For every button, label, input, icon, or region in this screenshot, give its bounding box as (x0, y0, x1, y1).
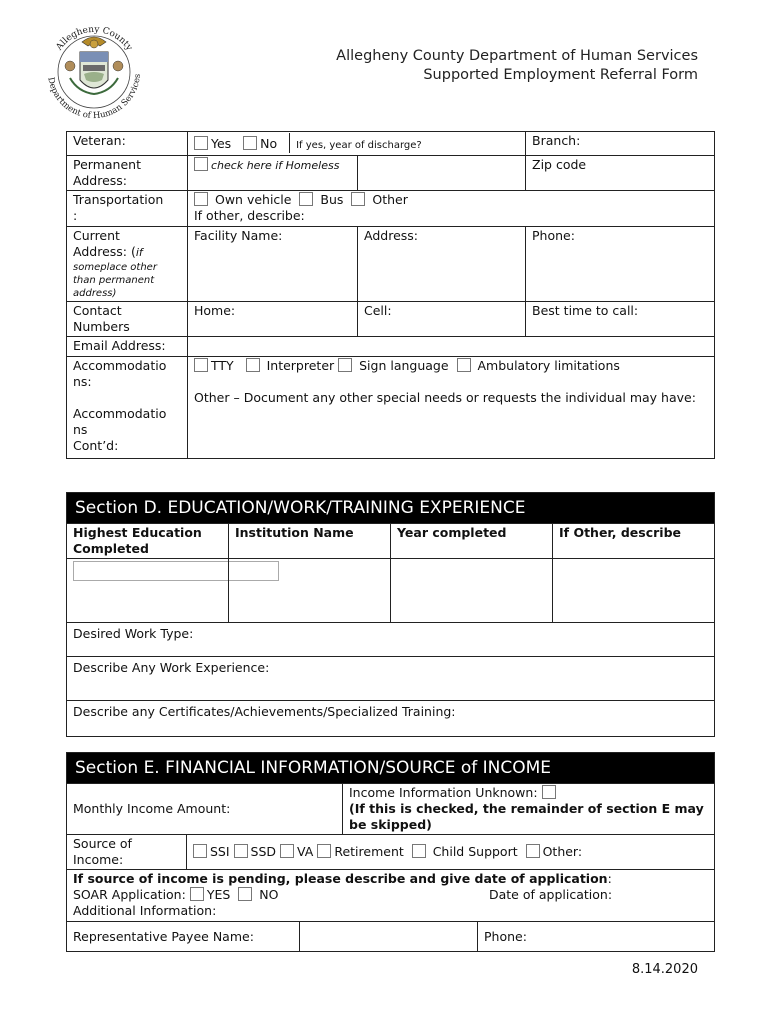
date-application-field[interactable]: Date of application: (489, 887, 613, 902)
homeless-checkbox[interactable] (194, 157, 208, 171)
org-name: Allegheny County Department of Human Services (336, 48, 698, 64)
form-date: 8.14.2020 (631, 962, 698, 977)
home-phone-field[interactable]: Home: (188, 302, 358, 337)
source-income-label: Source of Income: (67, 835, 187, 870)
payee-name-field[interactable] (300, 922, 478, 952)
best-time-field[interactable]: Best time to call: (526, 302, 715, 337)
current-address-field[interactable]: Address: (358, 227, 526, 302)
bus-checkbox[interactable] (299, 192, 313, 206)
child-support-checkbox[interactable] (412, 844, 426, 858)
va-label: VA (297, 844, 314, 859)
permanent-address-field[interactable] (358, 156, 526, 191)
retirement-label: Retirement (334, 844, 404, 859)
email-field[interactable] (188, 337, 715, 357)
email-label: Email Address: (67, 337, 188, 357)
no-label: No (260, 136, 278, 151)
veteran-label: Veteran: (67, 132, 188, 156)
ssd-label: SSD (250, 844, 277, 859)
bus-label: Bus (320, 192, 344, 207)
source-income-options (187, 835, 715, 870)
other-income-label: Other: (542, 844, 583, 859)
va-checkbox[interactable] (280, 844, 294, 858)
soar-yes-checkbox[interactable] (190, 887, 204, 901)
monthly-income-field[interactable]: Monthly Income Amount: (67, 784, 343, 835)
additional-info-field[interactable]: Additional Information: (73, 903, 217, 918)
soar-no-label: NO (259, 887, 279, 902)
income-unknown-note: (If this is checked, the remainder of section E may be skipped) (349, 801, 704, 832)
county-seal (40, 20, 148, 124)
income-unknown-checkbox[interactable] (542, 785, 556, 799)
ssi-checkbox[interactable] (193, 844, 207, 858)
permanent-address-label: Permanent Address: (67, 156, 188, 191)
payee-name-label: Representative Payee Name: (67, 922, 300, 952)
payee-phone-field[interactable]: Phone: (478, 922, 715, 952)
soar-yes-label: YES (206, 887, 231, 902)
tty-label: TTY (211, 358, 234, 373)
section-e-title: Section E. FINANCIAL INFORMATION/SOURCE of INCOME (67, 753, 715, 784)
seal-text-bottom: Department of Human Services (45, 73, 143, 122)
income-unknown-cell (343, 784, 715, 835)
sign-language-label: Sign language (359, 358, 449, 373)
accommodations-options (188, 357, 715, 459)
year-header: Year completed (391, 524, 553, 559)
soar-no-checkbox[interactable] (238, 887, 252, 901)
work-experience-field[interactable]: Describe Any Work Experience: (67, 657, 715, 701)
form-title: Supported Employment Referral Form (423, 67, 698, 83)
tty-checkbox[interactable] (194, 358, 208, 372)
ambulatory-label: Ambulatory limitations (477, 358, 620, 373)
desired-work-field[interactable]: Desired Work Type: (67, 623, 715, 657)
zip-code-field[interactable]: Zip code (526, 156, 715, 191)
soar-label: SOAR Application: (73, 887, 186, 902)
own-vehicle-label: Own vehicle (214, 192, 292, 207)
year-field[interactable] (391, 559, 553, 623)
accommodations-label: Accommodatio ns: Accommodatio ns Cont’d: (67, 357, 188, 459)
veteran-no-checkbox[interactable] (243, 136, 257, 150)
own-vehicle-checkbox[interactable] (194, 192, 208, 206)
ambulatory-checkbox[interactable] (457, 358, 471, 372)
section-d-title: Section D. EDUCATION/WORK/TRAINING EXPERIENCE (67, 493, 715, 524)
other-transport-checkbox[interactable] (351, 192, 365, 206)
other-income-checkbox[interactable] (526, 844, 540, 858)
yes-label: Yes (211, 136, 232, 151)
other-describe-field[interactable] (553, 559, 715, 623)
section-e-table (66, 752, 715, 952)
pending-income-cell: If source of income is pending, please describe and give date of application: SOAR Application: YES NO Date of application: Additional Information: (67, 870, 715, 922)
if-other-label: If other, describe: (194, 208, 305, 223)
branch-field[interactable]: Branch: (526, 132, 715, 156)
transportation-label: Transportation : (67, 191, 188, 227)
facility-name-field[interactable]: Facility Name: (188, 227, 358, 302)
retirement-checkbox[interactable] (317, 844, 331, 858)
current-address-label: Current Address: (if someplace other than permanent address) (67, 227, 188, 302)
veteran-yes-checkbox[interactable] (194, 136, 208, 150)
education-cell (67, 559, 229, 623)
homeless-label: check here if Homeless (211, 159, 340, 172)
interpreter-checkbox[interactable] (246, 358, 260, 372)
seal-text-top: Allegheny County (54, 24, 134, 53)
homeless-cell (188, 156, 358, 191)
interpreter-label: Interpreter (266, 358, 335, 373)
cell-phone-field[interactable]: Cell: (358, 302, 526, 337)
ssd-checkbox[interactable] (234, 844, 248, 858)
other-describe-header: If Other, describe (553, 524, 715, 559)
other-needs-label: Other – Document any other special needs or requests the individual may have: (194, 390, 696, 405)
ssi-label: SSI (210, 844, 230, 859)
current-phone-field[interactable]: Phone: (526, 227, 715, 302)
pending-label: If source of income is pending, please describe and give date of application (73, 871, 608, 886)
certificates-field[interactable]: Describe any Certificates/Achievements/Specialized Training: (67, 701, 715, 737)
discharge-label: If yes, year of discharge? (296, 140, 422, 151)
child-support-label: Child Support (432, 844, 518, 859)
form-header (336, 47, 698, 85)
veteran-options (188, 132, 526, 156)
section-d-table (66, 492, 715, 737)
institution-field[interactable] (229, 559, 391, 623)
institution-header: Institution Name (229, 524, 391, 559)
contact-numbers-label: Contact Numbers (67, 302, 188, 337)
sign-language-checkbox[interactable] (338, 358, 352, 372)
contact-info-table (66, 131, 715, 459)
education-header: Highest Education Completed (67, 524, 229, 559)
income-unknown-label: Income Information Unknown: (349, 785, 538, 800)
transportation-options (188, 191, 715, 227)
other-transport-label: Other (372, 192, 408, 207)
